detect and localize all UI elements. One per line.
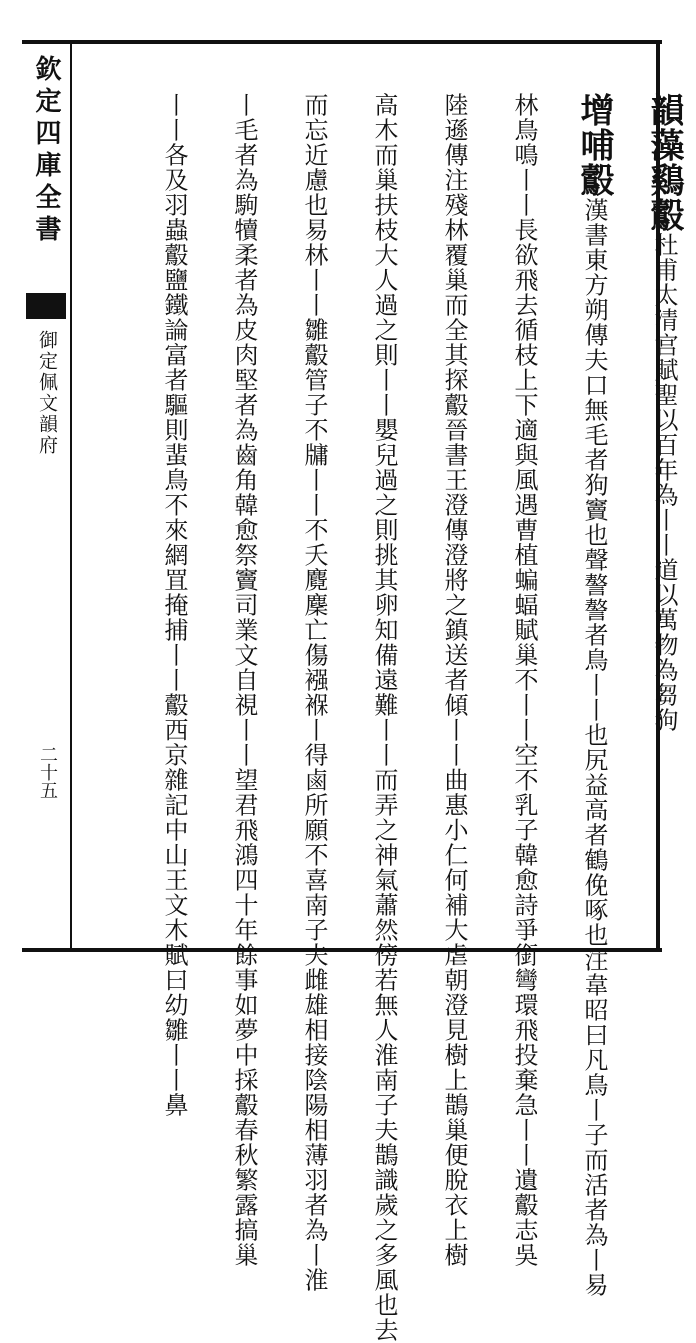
margin-divider (70, 40, 72, 952)
entry-heading: 增哺鷇 (574, 92, 614, 198)
page-number: 二十五 (37, 745, 58, 799)
entry-heading: 韻藻鷄鷇 (644, 92, 684, 233)
book-title: 欽定四庫全書 (31, 55, 61, 247)
section-title: 御定佩文韻府 (36, 330, 58, 456)
top-border (22, 40, 662, 44)
column-text: 杜甫太清宫賦聖以百年為丨丨道以萬物為芻狗 (650, 232, 678, 733)
column-text: 丨毛者為駒犢柔者為皮肉堅者為齒角韓愈祭竇司業文自視丨丨望君飛鴻四十年餘事如夢中採鷇春秋繁露搞巢 (230, 92, 258, 1268)
fish-tail-mark (26, 293, 66, 319)
column-text: 林鳥鳴丨丨長欲飛去循枝上下適與風遇曹植蝙蝠賦巢不丨丨空不乳子韓愈詩爭銜彎環飛投棄急丨丨遺鷇志吳 (510, 92, 538, 1268)
text-column-8 (120, 58, 228, 1118)
column-text: 陸遜傳注殘林覆巢而全其探鷇晉書王澄傳澄將之鎮送者傾丨丨曲惠小仁何補大虐朝澄見樹上鵲巢便脫衣上樹 (440, 92, 468, 1268)
column-text: 漢書東方朔傳夫口無毛者狗竇也聲謷謷者鳥丨丨也尻益高者鶴俛啄也注韋昭曰凡鳥丨子而活者為丨易 (580, 197, 608, 1298)
column-text: 丨丨各及羽蟲鷇鹽鐵論富者驅則蜚鳥不來網罝掩捕丨丨鷇西京雜記中山王文木賦曰幼雛丨丨鼻 (160, 92, 188, 1118)
column-text: 高木而巢扶枝大人過之則丨丨嬰兒過之則挑其卵知備遠難丨丨而弄之神氣蕭然傍若無人淮南子夫鵲識歲之多風也去 (370, 92, 398, 1343)
column-text: 而忘近慮也易林丨丨雛鷇管子不牗丨丨不夭麑麇亡傷襁褓丨得鹵所願不喜南子夫雌雄相接陰陽相薄羽者為丨淮 (300, 92, 328, 1293)
